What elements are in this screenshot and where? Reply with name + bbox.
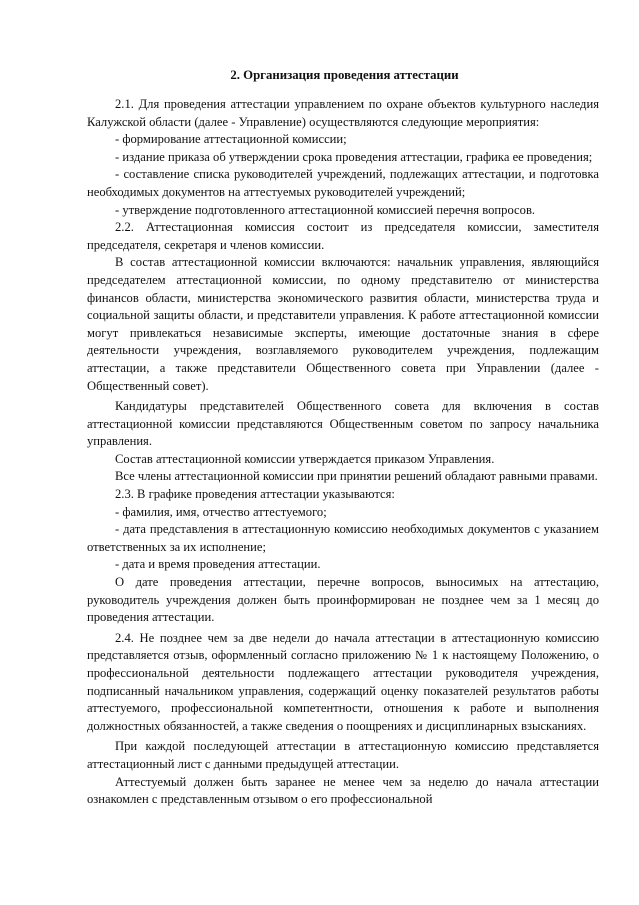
paragraph-2-1: 2.1. Для проведения аттестации управлением по охране объектов культурного наследия Калужской области (далее - Управление) осуществляются следующие мероприятия:	[87, 97, 599, 129]
paragraph-2-4: 2.4. Не позднее чем за две недели до начала аттестации в аттестационную комиссию представляется отзыв, оформленный согласно приложению № 1 к настоящему Положению, о профессиональной деятельности подлежащего аттестации руководителя учреждения, подписанный начальником управления, содержащий оценку показателей результатов работы аттестуемого, профессиональной компетентности, отношения к работе и выполнения должностных обязанностей, а также сведения о поощрениях и дисциплинарных взысканиях.	[87, 630, 599, 733]
list-item: - утверждение подготовленного аттестационной комиссией перечня вопросов.	[115, 202, 536, 217]
paragraph-2-2: 2.2. Аттестационная комиссия состоит из председателя комиссии, заместителя председателя, секретаря и членов комиссии.	[87, 220, 599, 252]
paragraph: Состав аттестационной комиссии утверждается приказом Управления.	[115, 451, 495, 466]
paragraph: Аттестуемый должен быть заранее не менее чем за неделю до начала аттестации ознакомлен с представленным отзывом о его профессиональной	[87, 774, 599, 807]
list-item: - фамилия, имя, отчество аттестуемого;	[115, 504, 327, 519]
paragraph: В состав аттестационной комиссии включаются: начальник управления, являющийся председателем аттестационной комиссии, по одному представителю от министерства финансов области, министерства экономического развития области, министерства труда и социальной защиты области, и представители управления. К работе аттестационной комиссии могут привлекаться независимые эксперты, имеющие достаточные знания в сфере деятельности учреждения, возглавляемого руководителем учреждения, подлежащим аттестации, а также представители Общественного совета при Управлении (далее - Общественный совет).	[87, 255, 599, 393]
list-item: - формирование аттестационной комиссии;	[115, 132, 347, 147]
list-item: - издание приказа об утверждении срока проведения аттестации, графика ее проведения;	[115, 149, 593, 164]
paragraph: При каждой последующей аттестации в аттестационную комиссию представляется аттестационный лист с данными предыдущей аттестации.	[87, 739, 599, 771]
paragraph: Все члены аттестационной комиссии при принятии решений обладают равными правами.	[115, 469, 598, 484]
list-item: - дата представления в аттестационную комиссию необходимых документов с указанием ответственных за их исполнение;	[87, 522, 599, 554]
list-item: - составление списка руководителей учреждений, подлежащих аттестации, и подготовка необходимых документов на аттестуемых руководителей учреждений;	[87, 167, 599, 199]
document-body	[87, 96, 599, 809]
list-item: - дата и время проведения аттестации.	[115, 557, 321, 572]
paragraph-2-3: 2.3. В графике проведения аттестации указываются:	[115, 487, 395, 502]
paragraph: О дате проведения аттестации, перечне вопросов, выносимых на аттестацию, руководитель учреждения должен быть проинформирован не позднее чем за 1 месяц до проведения аттестации.	[87, 575, 599, 625]
section-title: 2. Организация проведения аттестации	[230, 68, 459, 82]
paragraph: Кандидатуры представителей Общественного совета для включения в состав аттестационной комиссии представляются Общественным советом по запросу начальника управления.	[87, 399, 599, 449]
